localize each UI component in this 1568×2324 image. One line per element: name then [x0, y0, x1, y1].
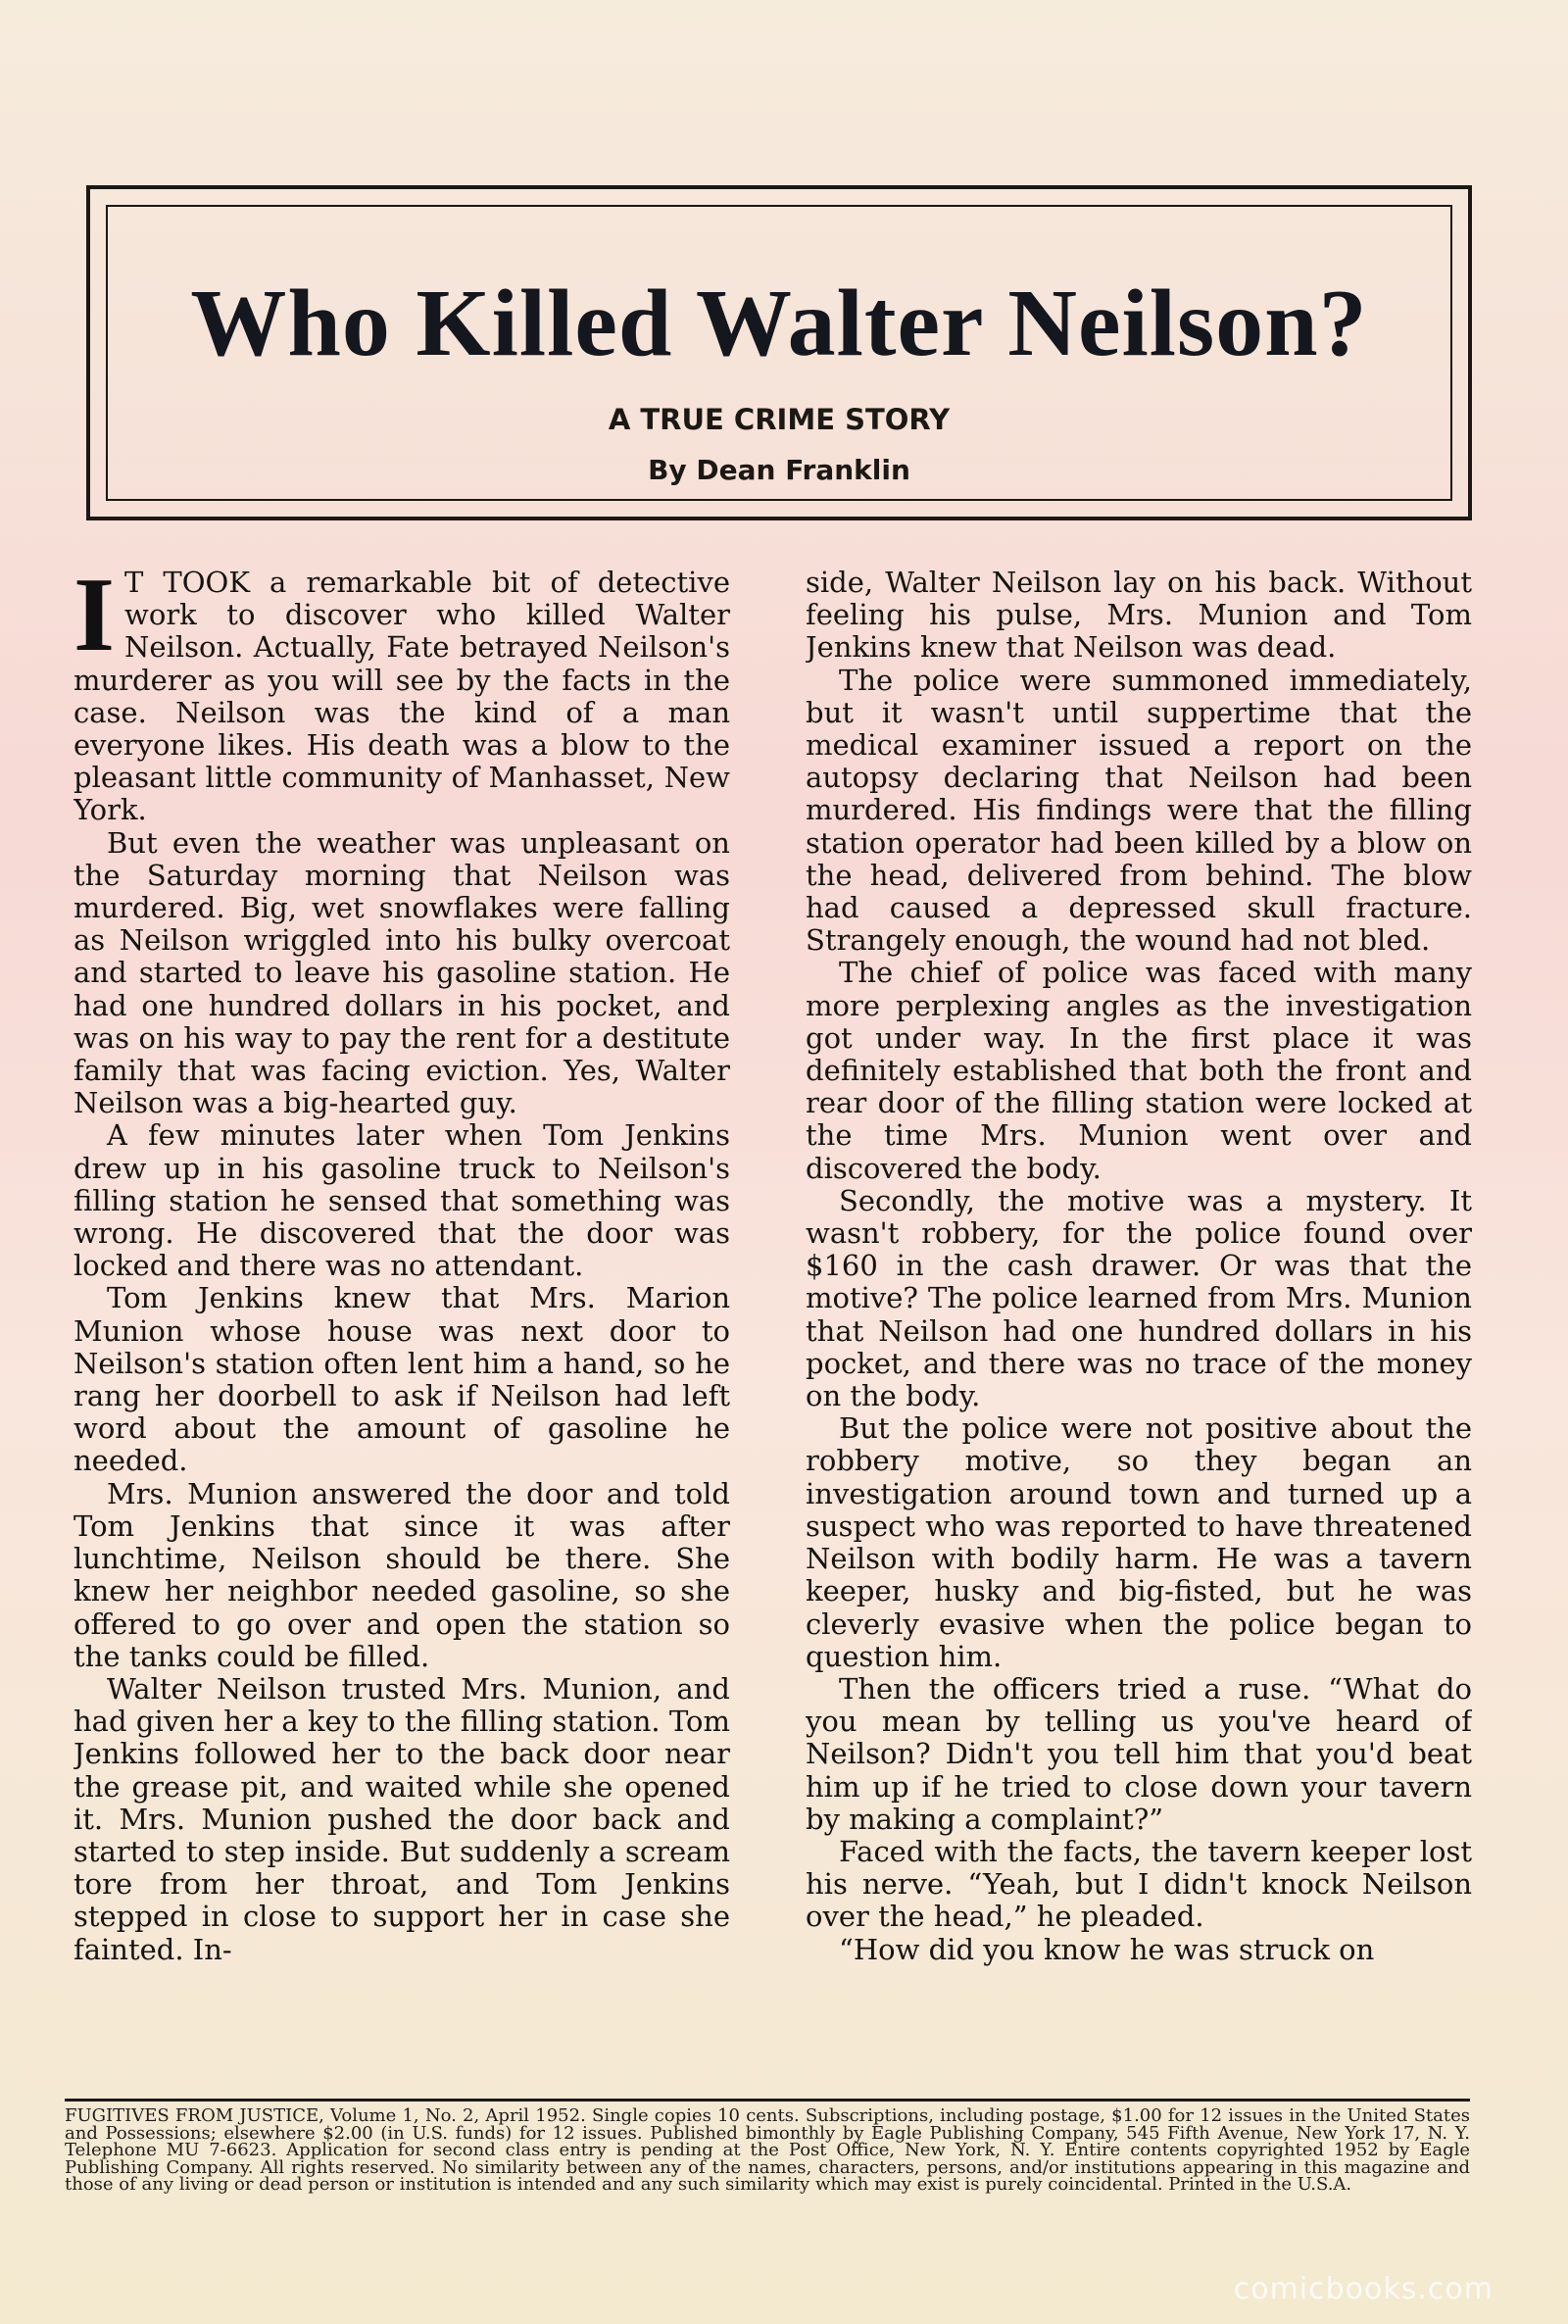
paragraph: Tom Jenkins knew that Mrs. Marion Munion whose house was next door to Neilson's station often lent him a hand, so he rang her doorbell to ask if Neilson had left word about the amount of gasoline he needed. [74, 1281, 730, 1478]
paragraph: A few minutes later when Tom Jenkins drew up in his gasoline truck to Neilson's filling station he sensed that something was wrong. He discovered that the door was locked and there was no attendant. [74, 1118, 730, 1283]
paragraph: But even the weather was unpleasant on the Saturday morning that Neilson was murdered. Big, wet snowflakes were falling as Neilson wriggled into his bulky overcoat and started to leave his gasoline station. He had one hundred dollars in his pocket, and was on his way to pay the rent for a destitute family that was facing eviction. Yes, Walter Neilson was a big-hearted guy. [74, 825, 730, 1120]
paragraph: Faced with the facts, the tavern keeper lost his nerve. “Yeah, but I didn't knock Neilson over the head,” he pleaded. [806, 1834, 1472, 1934]
publication-imprint: FUGITIVES FROM JUSTICE, Volume 1, No. 2, April 1952. Single copies 10 cents. Subscriptions, including postage, $1.00 for 12 issues in the United States and Possessions; elsewhere $2.00 (in U.S. funds) for 12 issues. Published bimonthly by Eagle Publishing Company, 545 Fifth Avenue, New York 17, N. Y. Telephone MU 7-6623. Application for second class entry is pending at the Post Office, New York, N. Y. Entire contents copyrighted 1952 by Eagle Publishing Company. All rights reserved. No similarity between any of the names, characters, persons, and/or institutions appearing in this magazine and those of any living or dead person or institution is intended and any such similarity which may exist is purely coincidental. Printed in the U.S.A. [65, 2105, 1470, 2196]
right-column [806, 567, 1472, 2056]
paragraph: “How did you know he was struck on [839, 1932, 1375, 1966]
title-box [86, 185, 1472, 520]
paragraph: But the police were not positive about the robbery motive, so they began an investigation around town and turned up a suspect who was reported to have threatened Neilson with bodily harm. He was a tavern keeper, husky and big-fisted, but he was cleverly evasive when the police began to question him. [806, 1411, 1472, 1673]
left-column [74, 567, 730, 2056]
paragraph: side, Walter Neilson lay on his back. Without feeling his pulse, Mrs. Munion and Tom Jenkins knew that Neilson was dead. [806, 567, 1472, 665]
site-watermark: comicbooks.com [1233, 2272, 1494, 2306]
paragraph: Secondly, the motive was a mystery. It wasn't robbery, for the police found over $160 in the cash drawer. Or was that the motive? The police learned from Mrs. Munion that Neilson had one hundred dollars in his pocket, and there was no trace of the money on the body. [806, 1183, 1472, 1413]
paragraph [74, 567, 730, 827]
paragraph-text: T TOOK a remarkable bit of detective work to discover who killed Walter Neilson. Actually, Fate betrayed Neilson's murderer as you will see by the facts in the case. Neilson was the kind of a man everyone likes. His death was a blow to the pleasant little community of Manhasset, New York. [74, 567, 730, 827]
story-title: Who Killed Walter Neilson? [190, 271, 1368, 376]
drop-cap: I [74, 567, 116, 673]
paragraph: Then the officers tried a ruse. “What do you mean by telling us you've heard of Neilson? Didn't you tell him that you'd beat him up if he tried to close down your tavern by making a complaint?” [806, 1671, 1472, 1836]
story-subtitle: A TRUE CRIME STORY [608, 403, 951, 436]
paragraph: The police were summoned immediately, but it wasn't until suppertime that the medical examiner issued a report on the autopsy declaring that Neilson had been murdered. His findings were that the filling station operator had been killed by a blow on the head, delivered from behind. The blow had caused a depressed skull fracture. Strangely enough, the wound had not bled. [806, 663, 1472, 958]
paragraph: The chief of police was faced with many more perplexing angles as the investigation got under way. In the first place it was definitely established that both the front and rear door of the filling station were locked at the time Mrs. Munion went over and discovered the body. [806, 956, 1472, 1185]
title-inner-frame [106, 205, 1452, 501]
footer-rule [65, 2099, 1470, 2101]
paragraph: Walter Neilson trusted Mrs. Munion, and had given her a key to the filling station. Tom Jenkins followed her to the back door near the grease pit, and waited while she opened it. Mrs. Munion pushed the door back and started to step inside. But suddenly a scream tore from her throat, and Tom Jenkins stepped in close to support her in case she fainted. In- [74, 1671, 730, 1966]
story-byline: By Dean Franklin [648, 454, 910, 486]
paragraph: Mrs. Munion answered the door and told Tom Jenkins that since it was after lunchtime, Neilson should be there. She knew her neighbor needed gasoline, so she offered to go over and open the station so the tanks could be filled. [74, 1476, 730, 1673]
